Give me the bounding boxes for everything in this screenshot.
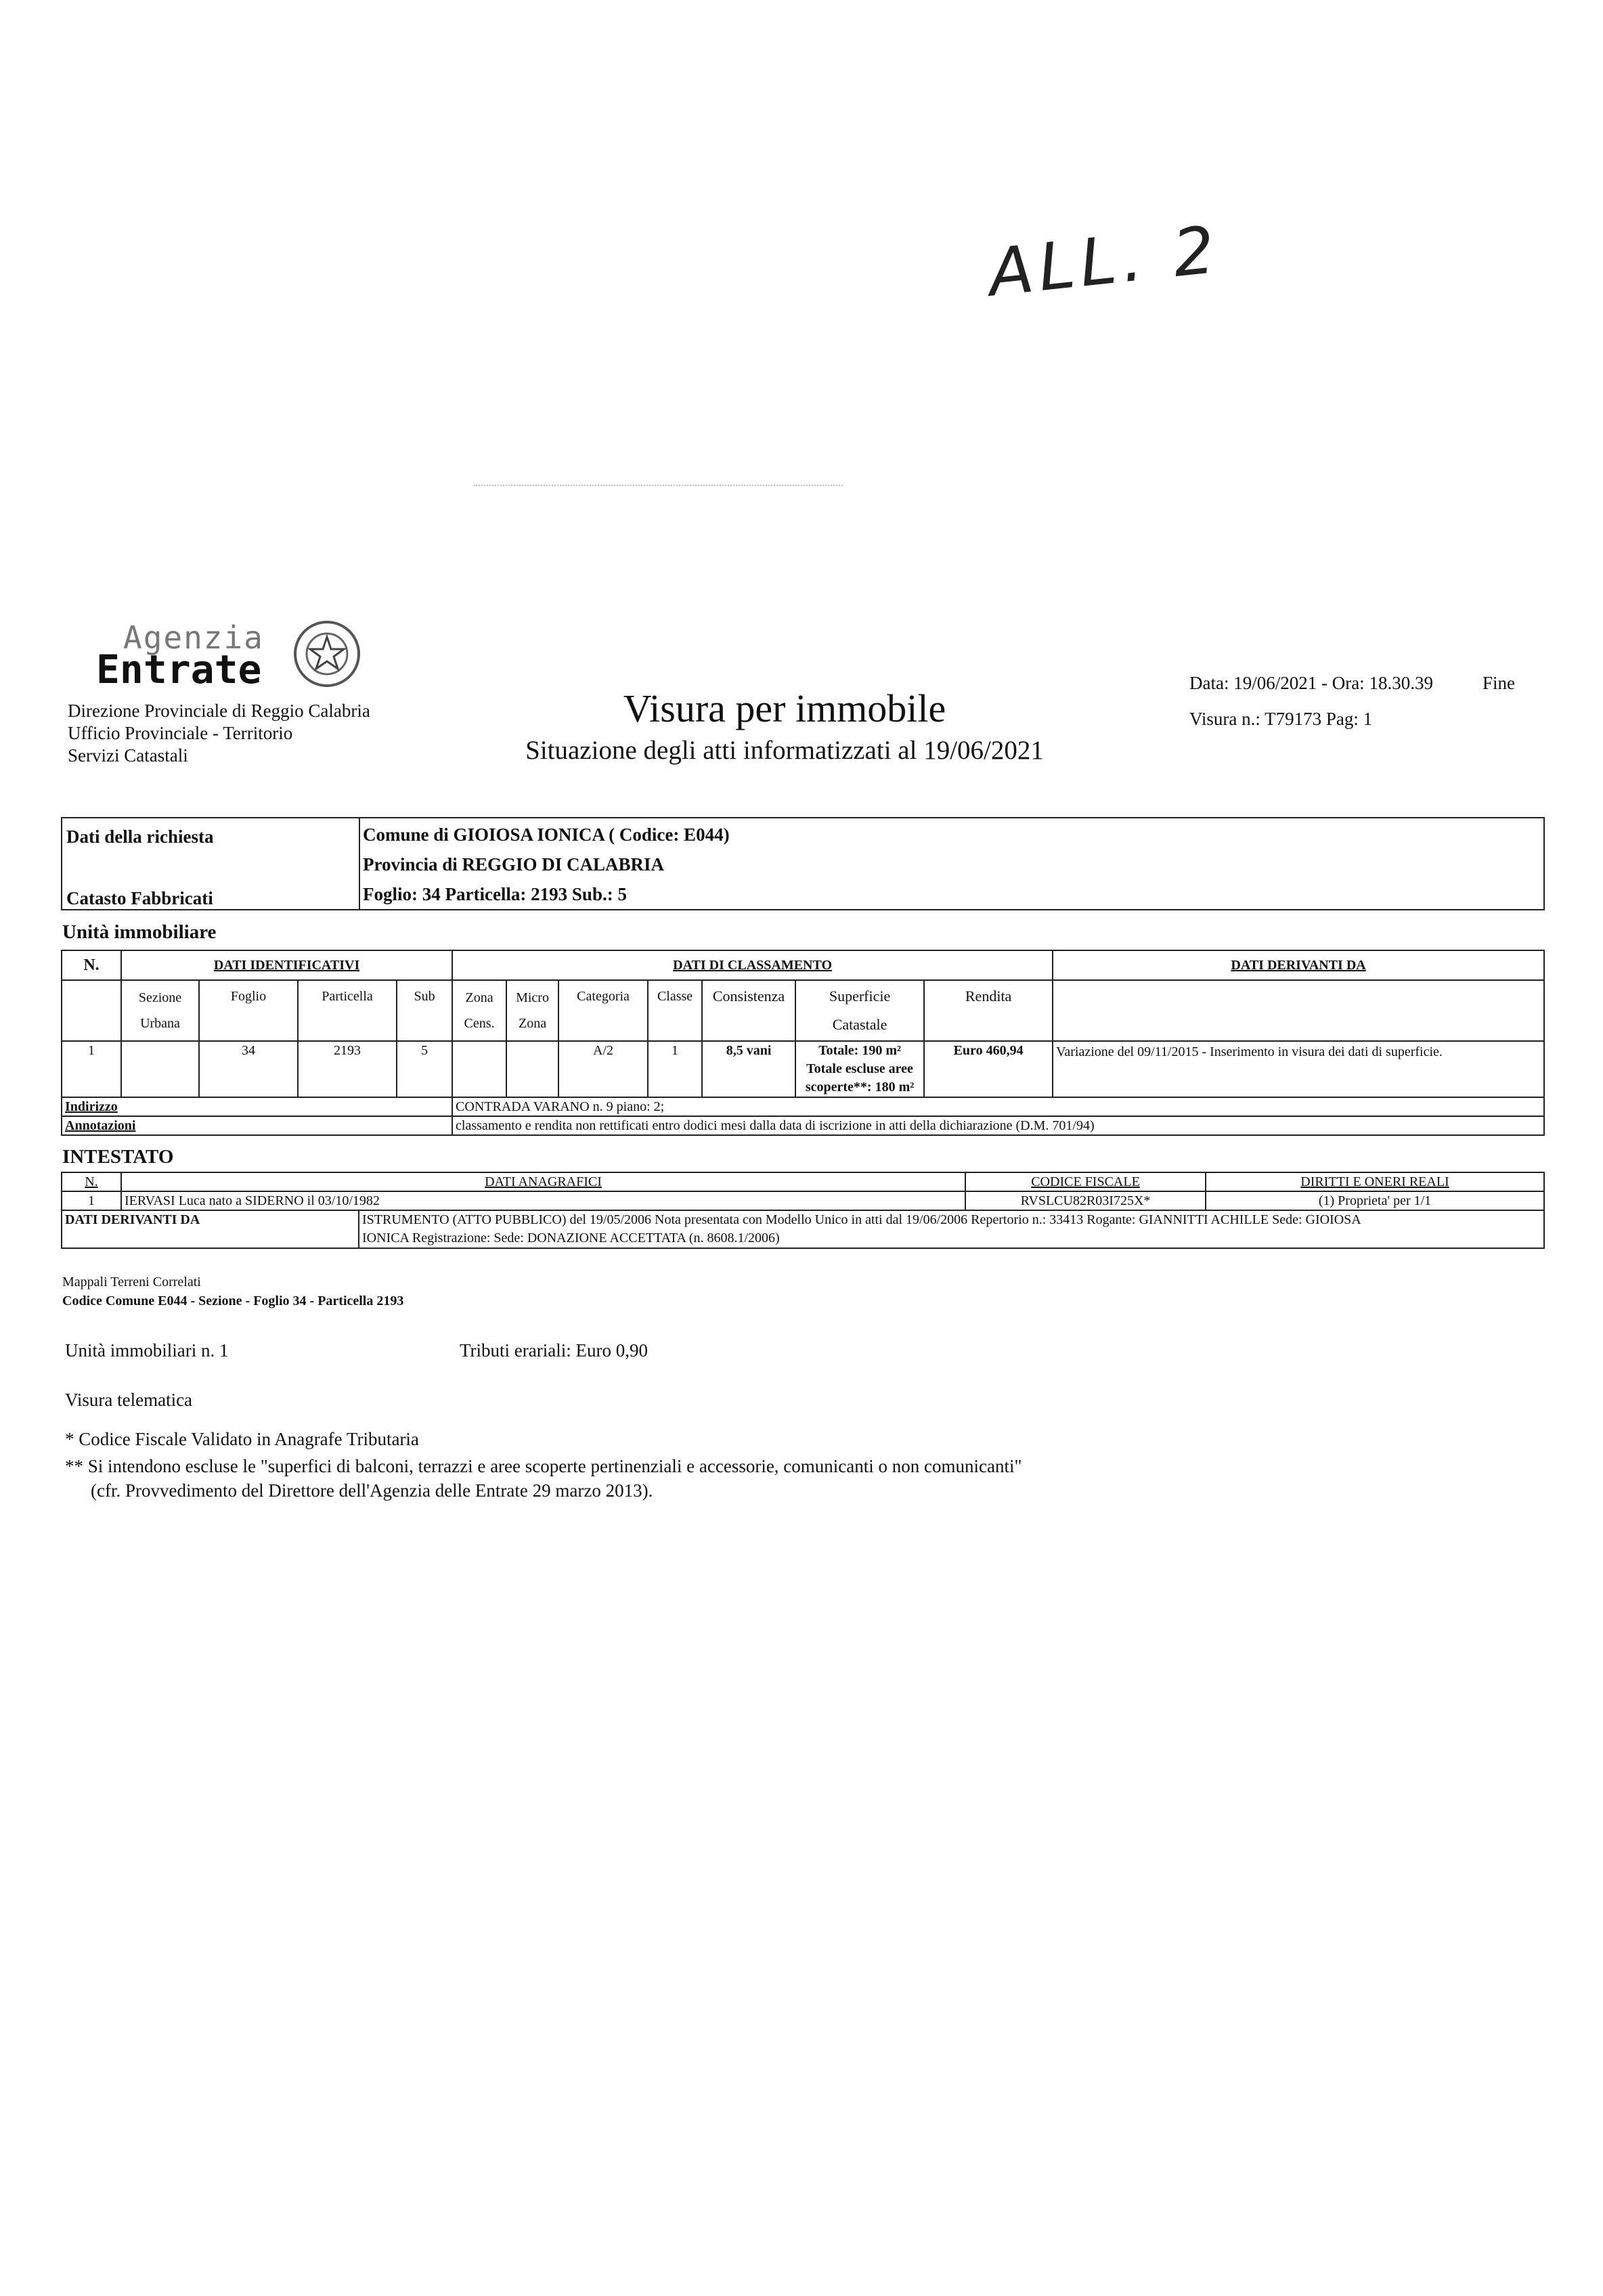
annotazioni-label: Annotazioni xyxy=(62,1116,452,1135)
unita-count: Unità immobiliari n. 1 xyxy=(65,1340,229,1361)
date-time: Data: 19/06/2021 - Ora: 18.30.39 xyxy=(1189,673,1433,693)
zona-l1: Zona xyxy=(465,990,493,1005)
note-provvedimento: (cfr. Provvedimento del Direttore dell'Agenzia delle Entrate 29 marzo 2013). xyxy=(91,1480,653,1501)
superficie-l2: Catastale xyxy=(832,1016,887,1033)
derivanti-header xyxy=(1053,950,1544,980)
sezione-l1: Sezione xyxy=(138,990,182,1005)
intestato-derivanti-l2: IONICA Registrazione: Sede: DONAZIONE ACCETTATA (n. 8608.1/2006) xyxy=(362,1231,780,1245)
row-derivanti: Variazione del 09/11/2015 - Inserimento in visura dei dati di superficie. xyxy=(1053,1041,1544,1097)
row-classe: 1 xyxy=(648,1041,702,1097)
sezione-l2: Urbana xyxy=(140,1016,180,1031)
intestato-col-diritti: DIRITTI E ONERI REALI xyxy=(1206,1172,1544,1191)
visura-telematica: Visura telematica xyxy=(65,1390,193,1410)
row-particella: 2193 xyxy=(298,1041,397,1097)
dotted-line xyxy=(474,485,843,486)
request-values-cell xyxy=(359,818,1544,910)
logo-entrate-text: Entrate xyxy=(96,646,262,692)
fine-label: Fine xyxy=(1483,673,1516,693)
row-superficie xyxy=(795,1041,924,1097)
sub-sub: Sub xyxy=(397,980,452,1041)
row-sezione xyxy=(121,1041,199,1097)
row-micro xyxy=(506,1041,558,1097)
intestato-derivanti-value xyxy=(359,1210,1544,1248)
identificativi-header xyxy=(121,950,452,980)
sub-superficie xyxy=(795,980,924,1041)
intestato-derivanti-l1: ISTRUMENTO (ATTO PUBBLICO) del 19/05/2006 Nota presentata con Modello Unico in atti dal 19/06/2006 Repertorio n.: 33413 Rogante: GIANNITTI ACHILLE Sede: GIOIOSA xyxy=(362,1212,1361,1227)
col-n-header: N. xyxy=(62,950,121,980)
row-superficie-l1: Totale: 190 m² xyxy=(818,1043,901,1058)
row-zona xyxy=(452,1041,506,1097)
intestato-row-cf: RVSLCU82R03I725X* xyxy=(965,1191,1206,1210)
row-superficie-l2: Totale escluse aree xyxy=(806,1061,913,1076)
intestato-col-anagrafici: DATI ANAGRAFICI xyxy=(121,1172,965,1191)
document-title: Visura per immobile xyxy=(623,686,946,730)
logo-agenzia-text: Agenzia xyxy=(123,619,264,656)
indirizzo-value: CONTRADA VARANO n. 9 piano: 2; xyxy=(452,1097,1544,1116)
annotazioni-value: classamento e rendita non rettificati entro dodici mesi dalla data di iscrizione in atti della dichiarazione (D.M. 701/94) xyxy=(452,1116,1544,1135)
request-label-cell xyxy=(62,818,359,910)
mappali-title: Mappali Terreni Correlati xyxy=(62,1275,201,1289)
sub-sezione xyxy=(121,980,199,1041)
classamento-header-text: DATI DI CLASSAMENTO xyxy=(673,958,833,973)
row-categoria: A/2 xyxy=(558,1041,648,1097)
note-superfici: ** Si intendono escluse le "superfici di balconi, terrazzi e aree scoperte pertinenziali e accessorie, comunicanti o non comunicanti" xyxy=(65,1456,1022,1476)
sub-empty xyxy=(62,980,121,1041)
row-n: 1 xyxy=(62,1041,121,1097)
sub-zona xyxy=(452,980,506,1041)
derivanti-header-text: DATI DERIVANTI DA xyxy=(1231,958,1366,973)
foglio-value: Foglio: 34 Particella: 2193 Sub.: 5 xyxy=(363,884,627,904)
sub-rendita: Rendita xyxy=(924,980,1053,1041)
intestato-col-cf: CODICE FISCALE xyxy=(965,1172,1206,1191)
intestato-row-anagrafici: IERVASI Luca nato a SIDERNO il 03/10/1982 xyxy=(121,1191,965,1210)
sub-foglio: Foglio xyxy=(199,980,298,1041)
handwritten-annotation: ALL. 2 xyxy=(985,211,1224,311)
intestato-row-diritti: (1) Proprieta' per 1/1 xyxy=(1206,1191,1544,1210)
zona-l2: Cens. xyxy=(464,1016,495,1031)
unita-section-title: Unità immobiliare xyxy=(62,921,217,943)
request-table xyxy=(61,817,1545,910)
republic-emblem-icon xyxy=(294,621,360,687)
catasto-label: Catasto Fabbricati xyxy=(66,888,213,908)
classamento-header xyxy=(452,950,1053,980)
intestato-row-n: 1 xyxy=(62,1191,121,1210)
request-label: Dati della richiesta xyxy=(66,826,214,847)
office-line: Servizi Catastali xyxy=(68,745,188,766)
intestato-col-n: N. xyxy=(62,1172,121,1191)
office-line: Ufficio Provinciale - Territorio xyxy=(68,723,293,743)
sub-consistenza: Consistenza xyxy=(702,980,795,1041)
sub-classe: Classe xyxy=(648,980,702,1041)
row-consistenza: 8,5 vani xyxy=(702,1041,795,1097)
micro-l1: Micro xyxy=(516,990,549,1005)
row-rendita: Euro 460,94 xyxy=(924,1041,1053,1097)
indirizzo-label: Indirizzo xyxy=(62,1097,452,1116)
sub-particella: Particella xyxy=(298,980,397,1041)
superficie-l1: Superficie xyxy=(829,988,891,1005)
sub-categoria: Categoria xyxy=(558,980,648,1041)
sub-micro xyxy=(506,980,558,1041)
sub-derivanti xyxy=(1053,980,1544,1041)
intestato-derivanti-label: DATI DERIVANTI DA xyxy=(62,1210,359,1248)
comune-value: Comune di GIOIOSA IONICA ( Codice: E044) xyxy=(363,824,730,845)
micro-l2: Zona xyxy=(519,1016,547,1031)
note-codice-fiscale: * Codice Fiscale Validato in Anagrafe Tributaria xyxy=(65,1429,419,1449)
visura-number: Visura n.: T79173 Pag: 1 xyxy=(1189,709,1373,729)
unita-table xyxy=(61,950,1545,1136)
row-sub: 5 xyxy=(397,1041,452,1097)
document-subtitle: Situazione degli atti informatizzati al 19/06/2021 xyxy=(525,736,1044,765)
tributi-erariali: Tributi erariali: Euro 0,90 xyxy=(460,1340,648,1361)
row-foglio: 34 xyxy=(199,1041,298,1097)
intestato-section-title: INTESTATO xyxy=(62,1146,174,1168)
office-line: Direzione Provinciale di Reggio Calabria xyxy=(68,701,370,721)
mappali-codice: Codice Comune E044 - Sezione - Foglio 34 - Particella 2193 xyxy=(62,1294,404,1308)
provincia-value: Provincia di REGGIO DI CALABRIA xyxy=(363,854,665,875)
intestato-table xyxy=(61,1172,1545,1249)
row-superficie-l3: scoperte**: 180 m² xyxy=(805,1080,915,1095)
agenzia-entrate-logo xyxy=(76,619,360,694)
identificativi-header-text: DATI IDENTIFICATIVI xyxy=(213,958,360,973)
